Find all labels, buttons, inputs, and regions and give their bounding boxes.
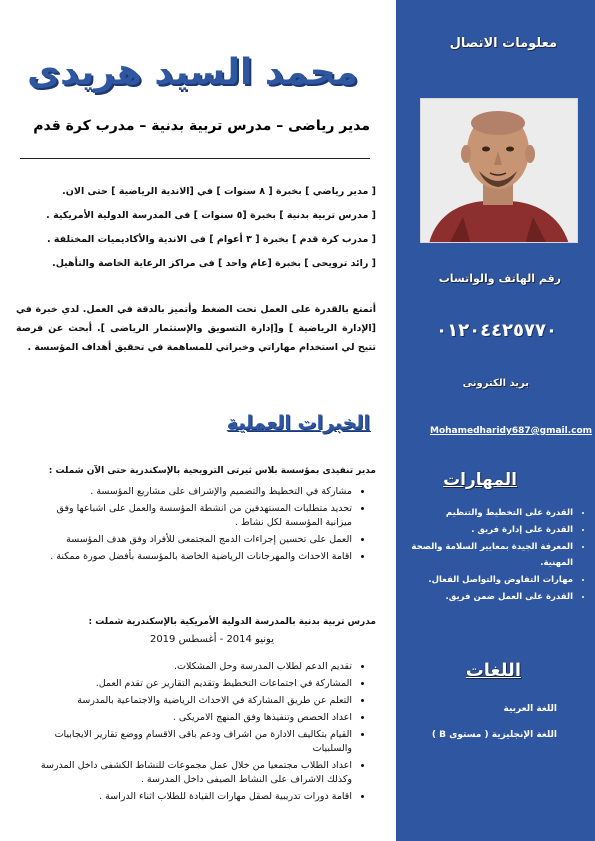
list-item: • القدرة على إدارة فريق . <box>403 522 573 538</box>
list-item: • القيام بتكاليف الادارة من اشراف ودعم باقى الاقسام ووضع تقارير الايجابيات والسلبيات <box>32 728 352 756</box>
profile-summary: أتمتع بالقدرة على العمل تحت الضغط وأتميز بالدقة في العمل. لدي خبرة في [الإدارة الرياضية ] و[إدارة التسويق والإستثمار الرياضى ]. أبحث عن فرصة تتيح لي استخدام مهاراتي وخبراتي للمساهمة في تحقيق أهداف المؤسسة . <box>16 304 376 353</box>
list-item: • اقامة الاحداث والمهرجانات الرياضية الخاصة بالمؤسسة بأفضل صورة ممكنة . <box>32 550 352 564</box>
list-item: • تقديم الدعم لطلاب المدرسة وحل المشكلات. <box>32 660 352 674</box>
sidebar <box>396 0 595 841</box>
experience-line: [ مدرس تربية بدنية ] بخبرة [٥ سنوات ] فى المدرسة الدولية الأمريكية . <box>46 210 376 221</box>
languages-heading: اللغات <box>465 660 521 681</box>
list-item: • القدرة على العمل ضمن فريق. <box>403 589 573 605</box>
list-item: • العمل على تحسين إجراءات الدمج المجتمعى للأفراد وفق هدف المؤسسة <box>32 533 352 547</box>
job-date: يونيو 2014 - أغسطس 2019 <box>149 634 274 645</box>
skills-heading: المهارات <box>443 470 517 490</box>
person-photo-illustration <box>420 99 577 243</box>
work-experience-heading: الخبرات العملية <box>226 412 370 434</box>
experience-summary <box>16 180 376 276</box>
job-title: مدير تنفيذى بمؤسسة بلاس ثيرتى الترويحية بالإسكندرية حتى الآن شملت : <box>48 466 376 476</box>
skills-list <box>403 505 573 606</box>
job-title: مدرس تربية بدنية بالمدرسة الدولية الأمريكية بالإسكندرية شملت : <box>88 617 376 627</box>
email-link[interactable]: Mohamedharidy687@gmail.com <box>430 426 593 436</box>
language-item: اللغة الإنجليزية ( مستوى B ) <box>431 730 557 740</box>
job-duties-list <box>32 485 352 567</box>
list-item: • مهارات التفاوض والتواصل الفعال. <box>403 572 573 588</box>
list-item: • اقامة دورات تدريبية لصقل مهارات القيادة للطلاب اثناء الدراسة . <box>32 790 352 804</box>
job-duties-list <box>32 660 352 807</box>
job-subtitle: مدير رياضى – مدرس تربية بدنية – مدرب كرة قدم <box>33 118 370 134</box>
email-label: بريد الكترونى <box>462 378 529 389</box>
phone-number[interactable]: ٠١٢٠٤٤٢٥٧٧٠ <box>436 320 557 341</box>
experience-line: [ مدرب كرة قدم ] بخبرة [ ٣ أعوام ] فى الاندية والأكاديميات المختلفة . <box>47 234 376 245</box>
contact-info-heading: معلومات الاتصال <box>449 36 557 51</box>
list-item: • مشاركة في التخطيط والتصميم والإشراف على مشاريع المؤسسة . <box>32 485 352 499</box>
list-item: • القدرة على التخطيط والتنظيم <box>403 505 573 521</box>
phone-label: رقم الهاتف والواتساب <box>438 272 561 285</box>
list-item: • المعرفة الجيدة بمعايير السلامة والصحة المهنية. <box>403 539 573 571</box>
list-item: • اعداد الطلاب مجتمعيا من خلال عمل مجموعات للنشاط الكشفى داخل المدرسة وكذلك الاشراف على النشاط الصيفى داخل المدرسة . <box>32 759 352 787</box>
list-item: • المشاركة في اجتماعات التخطيط وتقديم التقارير عن تقدم العمل. <box>32 677 352 691</box>
profile-photo <box>420 98 578 243</box>
language-item: اللغة العربية <box>503 704 557 714</box>
list-item: • تحديد متطلبات المستهدفين من انشطة المؤسسة والعمل على اشباعها وفق ميزانية المؤسسة لكل نشاط . <box>32 502 352 530</box>
list-item: • اعداد الحصص وتنفيذها وفق المنهج الامريكى . <box>32 711 352 725</box>
person-name: محمد السيد هريدى <box>27 52 358 93</box>
experience-line: [ رائد ترويحى ] بخبرة [عام واحد ] فى مراكز الرعاية الخاصة والتأهيل. <box>52 258 376 269</box>
list-item: • التعلم عن طريق المشاركة في الاحداث الرياضية والاجتماعية بالمدرسة <box>32 694 352 708</box>
experience-line: [ مدير رياضي ] بخبرة [ ٨ سنوات ] في [الاندية الرياضية ] حتى الان. <box>62 186 376 197</box>
header-divider <box>20 158 370 159</box>
